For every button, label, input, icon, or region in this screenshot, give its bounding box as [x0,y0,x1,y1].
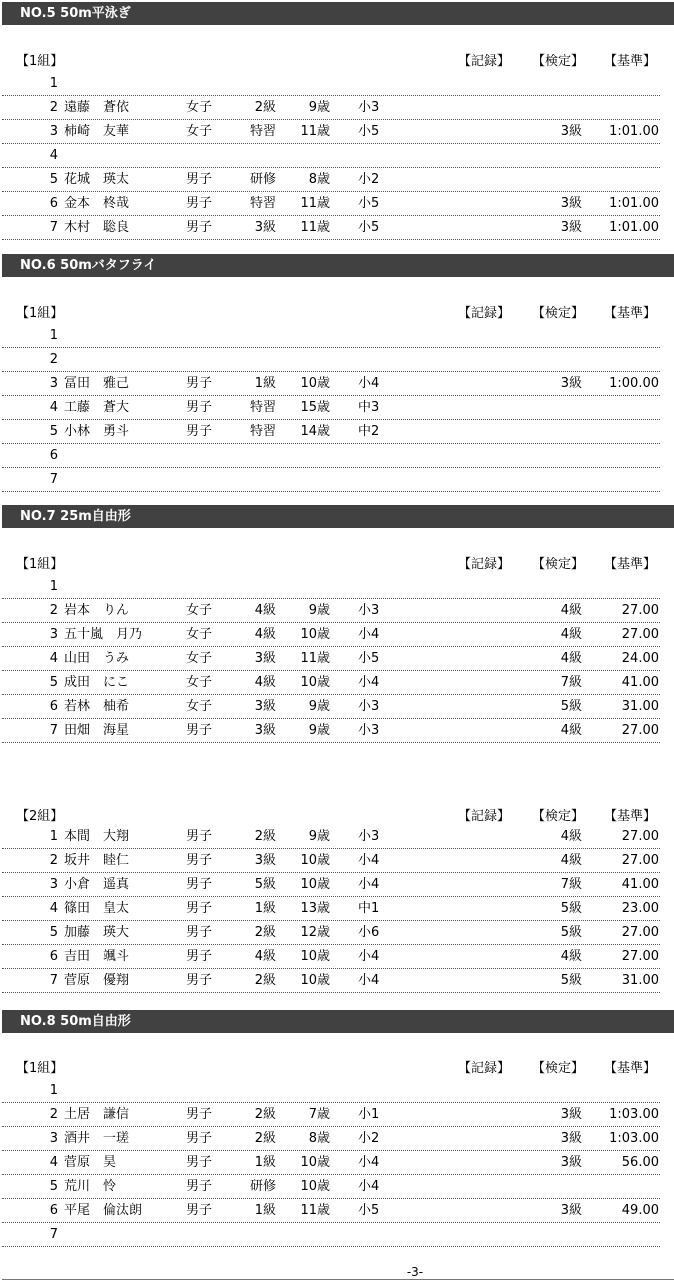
table-row [0,144,674,168]
record-column-header: 【記録】 [458,1061,511,1076]
record-column-header: 【記録】 [458,809,511,824]
test-level-cell: 5級 [560,925,582,940]
lane-number: 5 [49,925,58,940]
swimmer-name: 吉田 颯斗 [64,949,130,964]
grade-cell: 2級 [254,925,276,940]
test-level-cell: 3級 [560,124,582,139]
lane-number: 5 [49,172,58,187]
sex-cell: 男子 [186,196,213,211]
age-cell: 9歳 [308,723,330,738]
lane-number: 2 [49,352,58,367]
swimmer-name: 土居 謙信 [64,1107,130,1122]
swimmer-name: 木村 聡良 [64,220,130,235]
school-year-cell: 小3 [358,100,380,115]
row-divider [2,742,660,743]
page-number: -3- [406,1265,424,1279]
swimmer-name: 加藤 瑛大 [64,925,130,940]
lane-number: 7 [49,472,58,487]
standard-time-cell: 27.00 [621,627,659,642]
age-cell: 11歳 [300,196,330,211]
section-header: NO.8 50m自由形 [2,1010,674,1033]
sex-cell: 男子 [186,877,213,892]
standard-time-cell: 27.00 [621,949,659,964]
school-year-cell: 小4 [358,877,380,892]
table-row [0,396,674,420]
table-row [0,575,674,599]
swimmer-name: 柿崎 友華 [64,124,130,139]
age-cell: 10歳 [300,675,330,690]
school-year-cell: 小4 [358,853,380,868]
sex-cell: 男子 [186,723,213,738]
lane-number: 7 [49,973,58,988]
school-year-cell: 小5 [358,1203,380,1218]
test-level-cell: 5級 [560,699,582,714]
grade-cell: 3級 [254,723,276,738]
test-level-cell: 3級 [560,1203,582,1218]
lane-number: 1 [49,829,58,844]
standard-time-cell: 27.00 [621,829,659,844]
grade-cell: 特習 [249,124,276,139]
table-row [0,897,674,921]
test-level-cell: 3級 [560,1155,582,1170]
school-year-cell: 小2 [358,1131,380,1146]
table-row [0,695,674,719]
sex-cell: 女子 [186,627,213,642]
school-year-cell: 小3 [358,723,380,738]
age-cell: 8歳 [308,1131,330,1146]
row-divider [2,1246,660,1247]
sex-cell: 男子 [186,829,213,844]
test-level-cell: 5級 [560,901,582,916]
age-cell: 12歳 [300,925,330,940]
grade-cell: 1級 [254,1155,276,1170]
table-row [0,444,674,468]
lane-number: 6 [49,699,58,714]
standard-time-cell: 1:01.00 [609,196,659,211]
swimmer-name: 若林 柚希 [64,699,130,714]
table-row [0,873,674,897]
test-level-cell: 4級 [560,651,582,666]
table-row [0,1175,674,1199]
lane-number: 7 [49,220,58,235]
table-row [0,1199,674,1223]
lane-number: 5 [49,424,58,439]
test-column-header: 【検定】 [532,306,585,321]
school-year-cell: 小2 [358,172,380,187]
standard-column-header: 【基準】 [604,557,657,572]
grade-cell: 3級 [254,699,276,714]
sex-cell: 男子 [186,1179,213,1194]
sex-cell: 女子 [186,699,213,714]
grade-cell: 3級 [254,651,276,666]
test-column-header: 【検定】 [532,809,585,824]
school-year-cell: 小4 [358,376,380,391]
table-row [0,921,674,945]
age-cell: 10歳 [300,1155,330,1170]
standard-time-cell: 1:01.00 [609,220,659,235]
test-level-cell: 4級 [560,603,582,618]
lane-number: 3 [49,627,58,642]
school-year-cell: 小5 [358,220,380,235]
table-row [0,1103,674,1127]
table-row [0,324,674,348]
standard-time-cell: 41.00 [621,675,659,690]
standard-column-header: 【基準】 [604,1061,657,1076]
table-row [0,120,674,144]
standard-time-cell: 27.00 [621,603,659,618]
age-cell: 10歳 [300,1179,330,1194]
standard-time-cell: 56.00 [621,1155,659,1170]
group-label: 【2組】 [16,809,64,824]
age-cell: 7歳 [308,1107,330,1122]
lane-number: 2 [49,853,58,868]
group-label: 【1組】 [16,54,64,69]
swimmer-name: 田畑 海星 [64,723,130,738]
footer-rule [2,1279,674,1280]
test-level-cell: 4級 [560,829,582,844]
grade-cell: 特習 [249,400,276,415]
standard-time-cell: 1:03.00 [609,1107,659,1122]
table-row [0,945,674,969]
table-row [0,420,674,444]
standard-time-cell: 31.00 [621,973,659,988]
standard-time-cell: 1:01.00 [609,124,659,139]
school-year-cell: 小4 [358,973,380,988]
sex-cell: 男子 [186,376,213,391]
grade-cell: 4級 [254,675,276,690]
lane-number: 5 [49,675,58,690]
test-level-cell: 4級 [560,949,582,964]
group-header [0,805,674,825]
standard-time-cell: 23.00 [621,901,659,916]
age-cell: 11歳 [300,651,330,666]
lane-number: 6 [49,1203,58,1218]
lane-number: 7 [49,723,58,738]
lane-number: 6 [49,196,58,211]
age-cell: 14歳 [300,424,330,439]
grade-cell: 1級 [254,376,276,391]
school-year-cell: 中1 [358,901,380,916]
school-year-cell: 中3 [358,400,380,415]
age-cell: 15歳 [300,400,330,415]
swimmer-name: 金本 柊哉 [64,196,130,211]
school-year-cell: 小1 [358,1107,380,1122]
lane-number: 1 [49,76,58,91]
table-row [0,849,674,873]
age-cell: 8歳 [308,172,330,187]
school-year-cell: 小3 [358,829,380,844]
table-row [0,719,674,743]
grade-cell: 2級 [254,973,276,988]
grade-cell: 特習 [249,196,276,211]
test-level-cell: 4級 [560,723,582,738]
school-year-cell: 小6 [358,925,380,940]
lane-number: 5 [49,1179,58,1194]
age-cell: 10歳 [300,949,330,964]
test-level-cell: 4級 [560,627,582,642]
sex-cell: 女子 [186,603,213,618]
lane-number: 1 [49,1083,58,1098]
swimmer-name: 小倉 遥真 [64,877,130,892]
swimmer-name: 冨田 雅己 [64,376,130,391]
group-header [0,1057,674,1077]
table-row [0,72,674,96]
lane-number: 7 [49,1227,58,1242]
grade-cell: 特習 [249,424,276,439]
grade-cell: 研修 [249,172,276,187]
group-header [0,302,674,322]
swimmer-name: 五十嵐 月乃 [64,627,143,642]
standard-time-cell: 1:00.00 [609,376,659,391]
table-row [0,168,674,192]
section-header: NO.7 25m自由形 [2,505,674,528]
age-cell: 10歳 [300,376,330,391]
swimmer-name: 工藤 蒼大 [64,400,130,415]
school-year-cell: 小5 [358,651,380,666]
table-row [0,96,674,120]
swimmer-name: 花城 瑛太 [64,172,130,187]
row-divider [2,239,660,240]
lane-number: 4 [49,400,58,415]
grade-cell: 5級 [254,877,276,892]
table-row [0,1079,674,1103]
table-row [0,216,674,240]
age-cell: 11歳 [300,220,330,235]
age-cell: 9歳 [308,100,330,115]
grade-cell: 2級 [254,1107,276,1122]
sex-cell: 男子 [186,949,213,964]
swimmer-name: 本間 大翔 [64,829,130,844]
age-cell: 10歳 [300,853,330,868]
lane-number: 3 [49,376,58,391]
table-row [0,623,674,647]
table-row [0,825,674,849]
test-level-cell: 4級 [560,853,582,868]
lane-number: 2 [49,1107,58,1122]
school-year-cell: 小5 [358,124,380,139]
lane-number: 3 [49,1131,58,1146]
school-year-cell: 小4 [358,949,380,964]
row-divider [2,992,660,993]
age-cell: 9歳 [308,603,330,618]
age-cell: 13歳 [300,901,330,916]
test-level-cell: 5級 [560,973,582,988]
sex-cell: 男子 [186,1131,213,1146]
standard-column-header: 【基準】 [604,54,657,69]
lane-number: 3 [49,877,58,892]
sex-cell: 女子 [186,100,213,115]
sex-cell: 男子 [186,973,213,988]
sex-cell: 男子 [186,172,213,187]
sex-cell: 男子 [186,424,213,439]
grade-cell: 3級 [254,220,276,235]
swimmer-name: 小林 勇斗 [64,424,130,439]
grade-cell: 4級 [254,627,276,642]
test-level-cell: 3級 [560,1131,582,1146]
grade-cell: 2級 [254,1131,276,1146]
test-column-header: 【検定】 [532,1061,585,1076]
group-label: 【1組】 [16,1061,64,1076]
lane-number: 4 [49,1155,58,1170]
section-header: NO.5 50m平泳ぎ [2,2,674,25]
sex-cell: 男子 [186,1155,213,1170]
sex-cell: 男子 [186,925,213,940]
lane-number: 2 [49,603,58,618]
lane-number: 6 [49,448,58,463]
table-row [0,1151,674,1175]
age-cell: 11歳 [300,124,330,139]
grade-cell: 4級 [254,949,276,964]
sex-cell: 女子 [186,124,213,139]
table-row [0,468,674,492]
grade-cell: 研修 [249,1179,276,1194]
table-row [0,599,674,623]
table-row [0,647,674,671]
group-header [0,553,674,573]
swimmer-name: 菅原 優翔 [64,973,130,988]
age-cell: 11歳 [300,1203,330,1218]
table-row [0,372,674,396]
test-level-cell: 3級 [560,1107,582,1122]
lane-number: 2 [49,100,58,115]
lane-number: 4 [49,901,58,916]
sex-cell: 男子 [186,901,213,916]
grade-cell: 4級 [254,603,276,618]
swimmer-name: 菅原 昊 [64,1155,117,1170]
test-level-cell: 3級 [560,196,582,211]
standard-time-cell: 27.00 [621,723,659,738]
standard-time-cell: 27.00 [621,925,659,940]
age-cell: 10歳 [300,627,330,642]
table-row [0,192,674,216]
school-year-cell: 小3 [358,603,380,618]
standard-column-header: 【基準】 [604,809,657,824]
lane-number: 4 [49,148,58,163]
table-row [0,671,674,695]
grade-cell: 2級 [254,829,276,844]
standard-time-cell: 24.00 [621,651,659,666]
school-year-cell: 小4 [358,675,380,690]
standard-time-cell: 27.00 [621,853,659,868]
sex-cell: 女子 [186,651,213,666]
sex-cell: 男子 [186,1203,213,1218]
test-level-cell: 3級 [560,220,582,235]
grade-cell: 1級 [254,1203,276,1218]
section-header: NO.6 50mバタフライ [2,254,674,277]
school-year-cell: 小5 [358,196,380,211]
swimmer-name: 坂井 睦仁 [64,853,130,868]
swimmer-name: 岩本 りん [64,603,130,618]
swimmer-name: 遠藤 蒼依 [64,100,130,115]
grade-cell: 2級 [254,100,276,115]
sex-cell: 男子 [186,853,213,868]
age-cell: 9歳 [308,699,330,714]
swimmer-name: 篠田 皇太 [64,901,130,916]
swimmer-name: 山田 うみ [64,651,130,666]
standard-column-header: 【基準】 [604,306,657,321]
group-label: 【1組】 [16,306,64,321]
school-year-cell: 小4 [358,1179,380,1194]
standard-time-cell: 49.00 [621,1203,659,1218]
standard-time-cell: 41.00 [621,877,659,892]
age-cell: 9歳 [308,829,330,844]
row-divider [2,491,660,492]
test-level-cell: 3級 [560,376,582,391]
record-column-header: 【記録】 [458,557,511,572]
lane-number: 4 [49,651,58,666]
sex-cell: 男子 [186,400,213,415]
table-row [0,348,674,372]
record-column-header: 【記録】 [458,306,511,321]
table-row [0,1223,674,1247]
test-column-header: 【検定】 [532,557,585,572]
lane-number: 3 [49,124,58,139]
lane-number: 1 [49,579,58,594]
swimmer-name: 酒井 一瑳 [64,1131,130,1146]
record-column-header: 【記録】 [458,54,511,69]
group-header [0,50,674,70]
sex-cell: 男子 [186,1107,213,1122]
swimmer-name: 荒川 怜 [64,1179,117,1194]
lane-number: 6 [49,949,58,964]
grade-cell: 1級 [254,901,276,916]
test-level-cell: 7級 [560,675,582,690]
swimmer-name: 平尾 倫汰朗 [64,1203,143,1218]
school-year-cell: 小3 [358,699,380,714]
test-level-cell: 7級 [560,877,582,892]
school-year-cell: 小4 [358,627,380,642]
school-year-cell: 小4 [358,1155,380,1170]
test-column-header: 【検定】 [532,54,585,69]
lane-number: 1 [49,328,58,343]
age-cell: 10歳 [300,973,330,988]
table-row [0,1127,674,1151]
standard-time-cell: 31.00 [621,699,659,714]
table-row [0,969,674,993]
sex-cell: 女子 [186,675,213,690]
swimmer-name: 成田 にこ [64,675,130,690]
group-label: 【1組】 [16,557,64,572]
age-cell: 10歳 [300,877,330,892]
sex-cell: 男子 [186,220,213,235]
grade-cell: 3級 [254,853,276,868]
standard-time-cell: 1:03.00 [609,1131,659,1146]
school-year-cell: 中2 [358,424,380,439]
